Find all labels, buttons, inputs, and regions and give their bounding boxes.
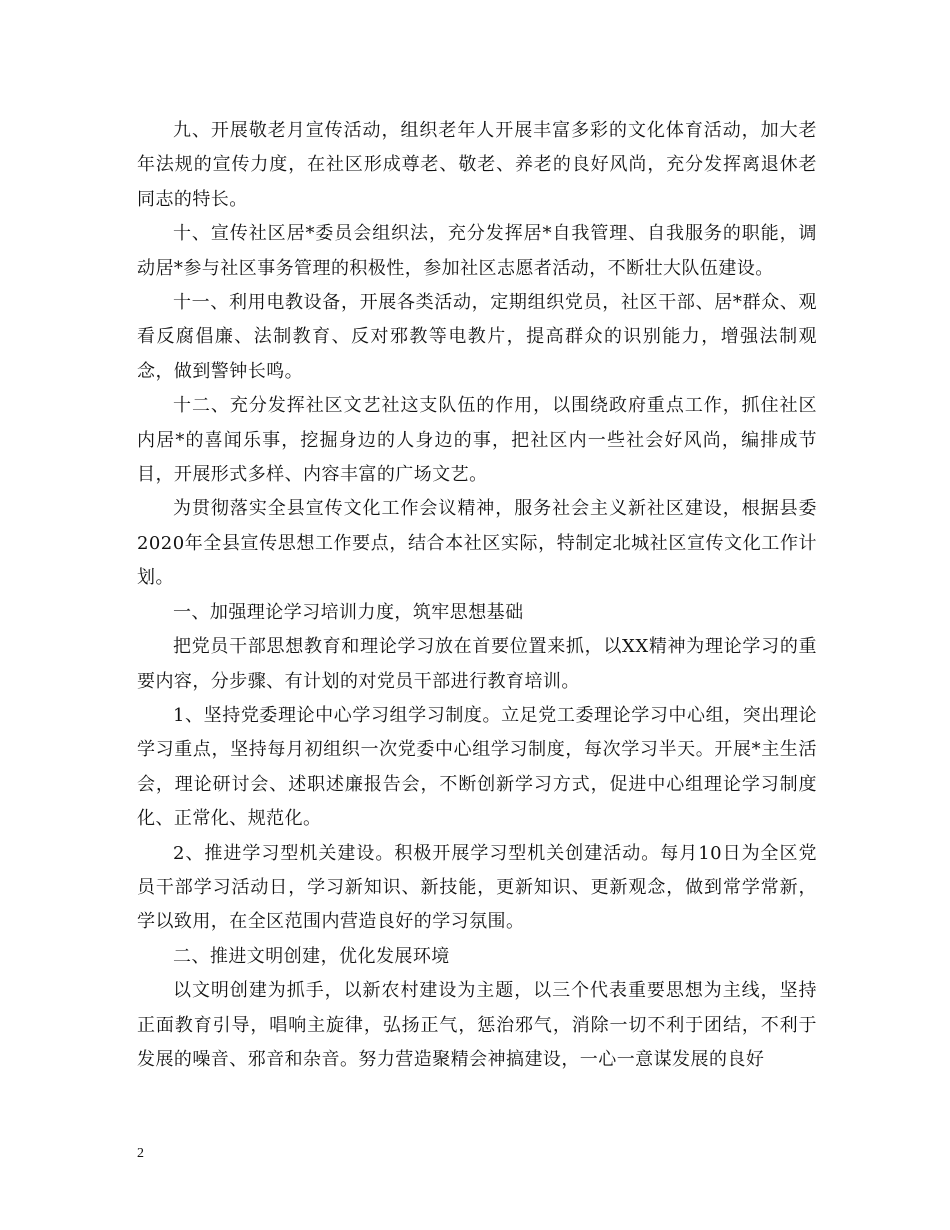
section-heading-civilization-building: 二、推进文明创建，优化发展环境 [173,945,450,967]
paragraph-subitem-1-study-group: 1、坚持党委理论中心学习组学习制度。立足党工委理论学习中心组，突出理论学习重点，坚持每月初组织一次党委中心组学习制度，每次学习半天。开展*主生活会，理论研讨会、述职述廉报告会，不断创新学习方式，促进中心组理论学习制度化、正常化、规范化。 [137,704,817,830]
document-body [137,114,817,1077]
paragraph-item-11-audiovisual-education: 十一、利用电教设备，开展各类活动，定期组织党员，社区干部、居*群众、观看反腐倡廉、法制教育、反对邪教等电教片，提高群众的识别能力，增强法制观念，做到警钟长鸣。 [137,292,817,382]
page-number: 2 [137,1146,144,1161]
paragraph-theory-study-body: 把党员干部思想教育和理论学习放在首要位置来抓，以XX精神为理论学习的重要内容，分步骤、有计划的对党员干部进行教育培训。 [137,636,817,692]
paragraph-subitem-2-learning-organization: 2、推进学习型机关建设。积极开展学习型机关创建活动。每月10日为全区党员干部学习活动日，学习新知识、新技能，更新知识、更新观念，做到常学常新，学以致用，在全区范围内营造良好的学习氛围。 [137,842,817,933]
paragraph-plan-intro: 为贯彻落实全县宣传文化工作会议精神，服务社会主义新社区建设，根据县委2020年全县宣传思想工作要点，结合本社区实际，特制定北城社区宣传文化工作计划。 [137,498,817,589]
section-heading-theory-study: 一、加强理论学习培训力度，筑牢思想基础 [173,601,524,623]
paragraph-item-10-residents-committee: 十、宣传社区居*委员会组织法，充分发挥居*自我管理、自我服务的职能，调动居*参与社区事务管理的积极性，参加社区志愿者活动，不断壮大队伍建设。 [137,223,817,279]
paragraph-item-12-community-arts: 十二、充分发挥社区文艺社这支队伍的作用，以围绕政府重点工作，抓住社区内居*的喜闻乐事，挖掘身边的人身边的事，把社区内一些社会好风尚，编排成节目，开展形式多样、内容丰富的广场文艺。 [137,395,817,486]
paragraph-civilization-building-body: 以文明创建为抓手，以新农村建设为主题，以三个代表重要思想为主线，坚持正面教育引导，唱响主旋律，弘扬正气，惩治邪气，消除一切不利于团结，不利于发展的噪音、邪音和杂音。努力营造聚精会神搞建设，一心一意谋发展的良好 [137,980,817,1070]
paragraph-item-9-elderly-month: 九、开展敬老月宣传活动，组织老年人开展丰富多彩的文化体育活动，加大老年法规的宣传力度，在社区形成尊老、敬老、养老的良好风尚，充分发挥离退休老同志的特长。 [137,120,817,210]
